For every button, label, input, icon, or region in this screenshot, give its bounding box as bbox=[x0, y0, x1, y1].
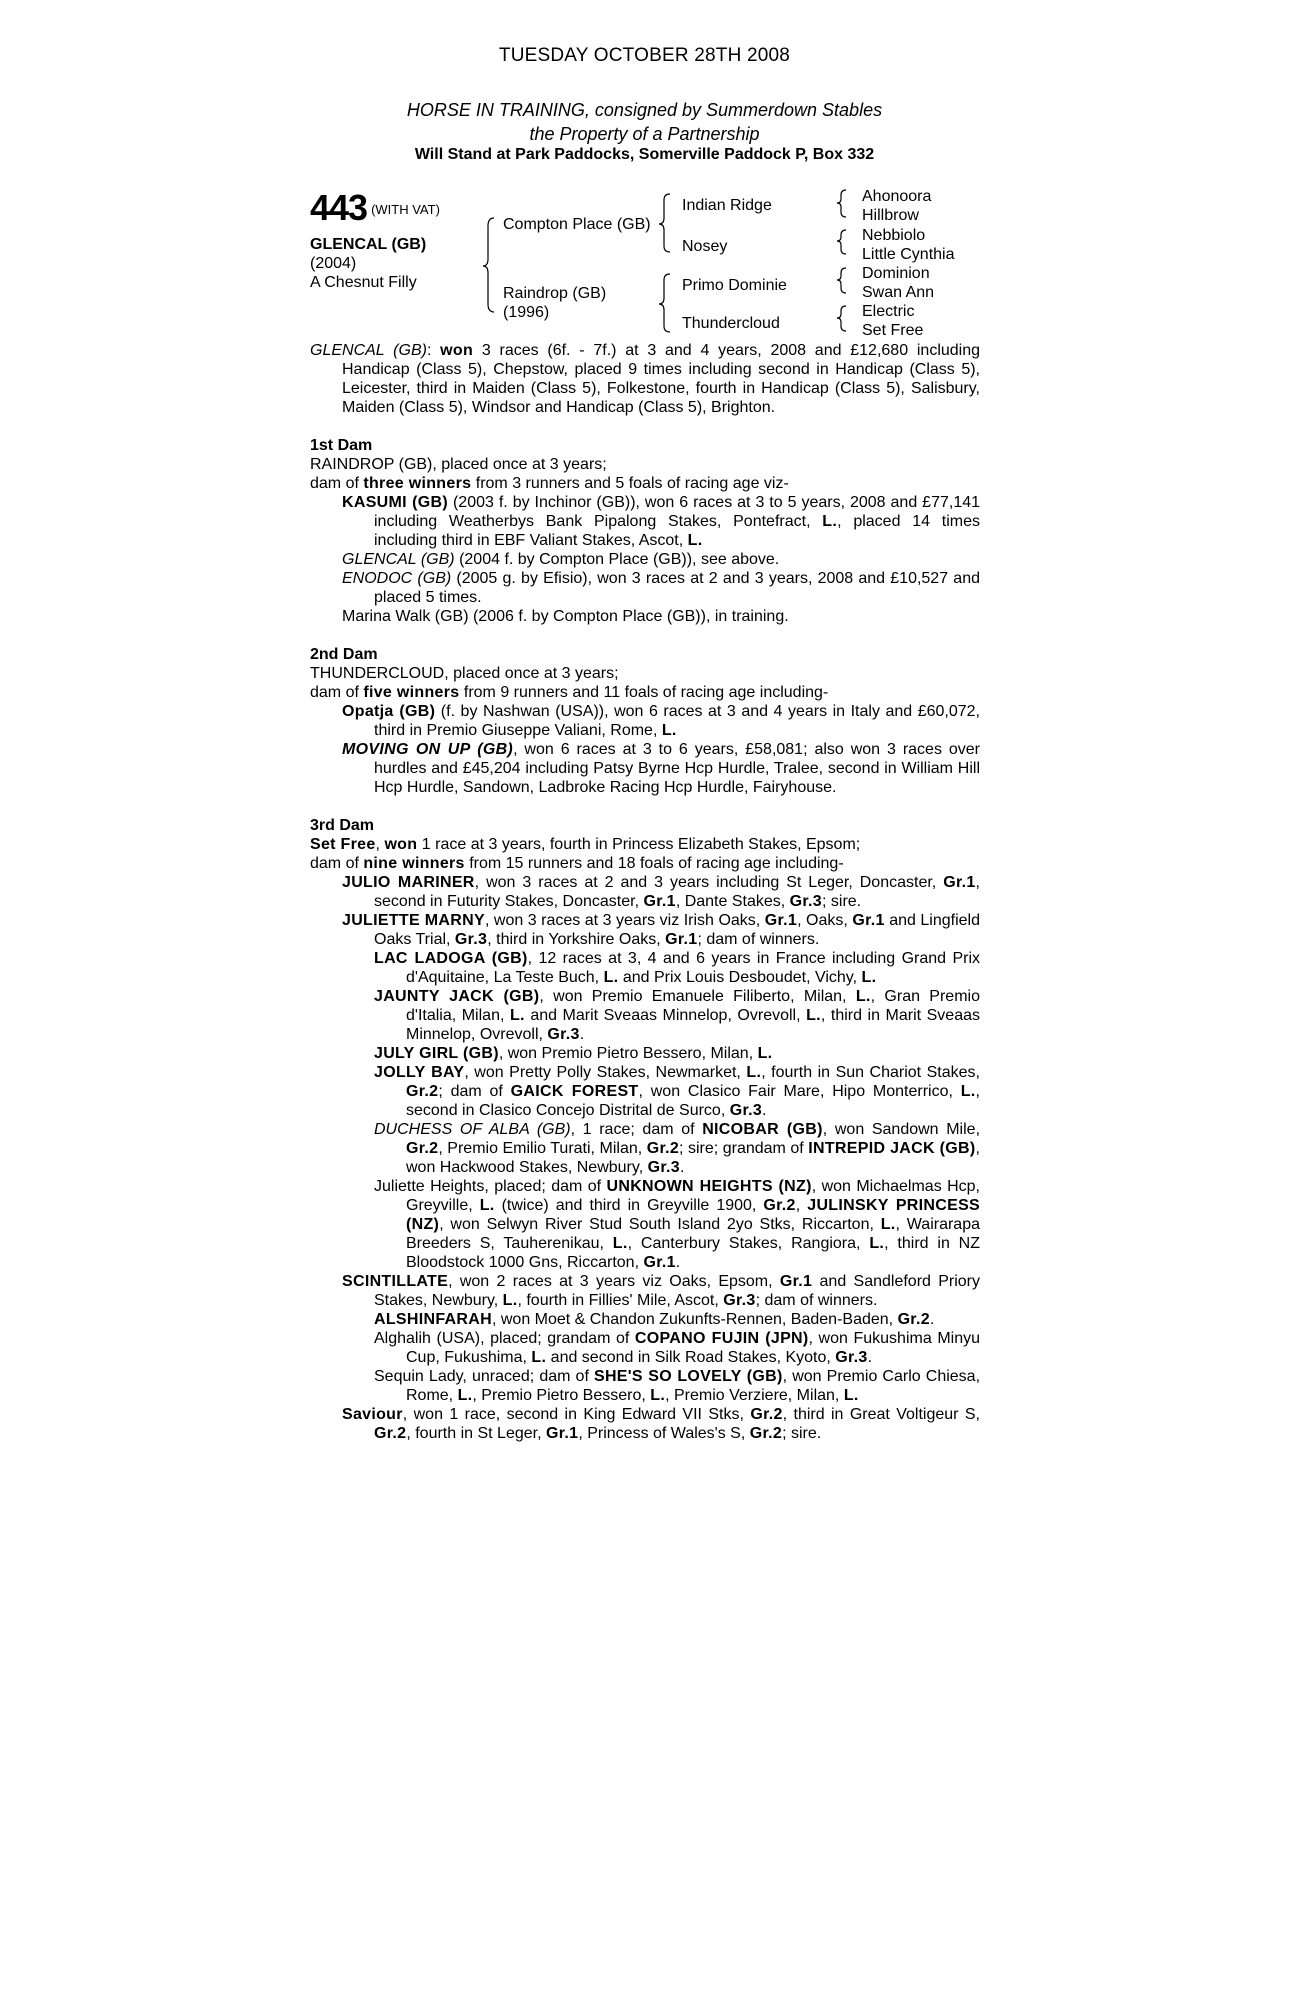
lot-header bbox=[0, 98, 1289, 164]
property-line: the Property of a Partnership bbox=[529, 124, 760, 144]
consignor-line: HORSE IN TRAINING, consigned by Summerdown Stables bbox=[406, 100, 883, 120]
dds: Electric bbox=[862, 303, 915, 320]
lot-block bbox=[310, 189, 460, 292]
ddd: Set Free bbox=[862, 322, 924, 339]
sdd: Little Cynthia bbox=[862, 246, 955, 263]
list-item: GLENCAL (GB) (2004 f. by Compton Place (GB)), see above. bbox=[342, 551, 780, 568]
ssd: Hillbrow bbox=[862, 207, 919, 224]
list-item: Juliette Heights, placed; dam of UNKNOWN HEIGHTS (NZ), won Michaelmas Hcp, Greyville, L. (twice) and third in Greyville 1900, Gr.2, JULINSKY PRINCESS (NZ), won Selwyn River Stud South Island 2yo Stks, Riccarton, L., Wairarapa Breeders S, Tauherenikau, L., Canterbury Stakes, Rangiora, L., third in NZ Bloodstock 1000 Gns, Riccarton, Gr.1. bbox=[374, 1178, 981, 1271]
third-dam-line: Set Free, won 1 race at 3 years, fourth in Princess Elizabeth Stakes, Epsom; bbox=[310, 836, 861, 853]
third-dam-heading: 3rd Dam bbox=[310, 817, 375, 834]
vat-label: (WITH VAT) bbox=[371, 202, 440, 217]
first-dam-heading: 1st Dam bbox=[310, 437, 373, 454]
list-item: Marina Walk (GB) (2006 f. by Compton Place (GB)), in training. bbox=[342, 608, 789, 625]
list-item: KASUMI (GB) (2003 f. by Inchinor (GB)), won 6 races at 3 to 5 years, 2008 and £77,141 including Weatherbys Bank Pipalong Stakes, Pontefract, L., placed 14 times including third in EBF Valiant Stakes, Ascot, L. bbox=[342, 494, 981, 549]
list-item: JAUNTY JACK (GB), won Premio Emanuele Filiberto, Milan, L., Gran Premio d'Italia, Milan, L. and Marit Sveaas Minnelop, Ovrevoll, L., third in Marit Sveaas Minnelop, Ovrevoll, Gr.3. bbox=[374, 988, 980, 1043]
horse-description: A Chesnut Filly bbox=[310, 274, 417, 291]
sire-dam: Nosey bbox=[682, 238, 728, 255]
dam: Raindrop (GB) bbox=[503, 285, 607, 302]
list-item: ALSHINFARAH, won Moet & Chandon Zukunfts-Rennen, Baden-Baden, Gr.2. bbox=[374, 1311, 935, 1328]
third-dam-produce: dam of nine winners from 15 runners and 18 foals of racing age including- bbox=[310, 855, 844, 872]
list-item: JULIO MARINER, won 3 races at 2 and 3 years including St Leger, Doncaster, Gr.1, second in Futurity Stakes, Doncaster, Gr.1, Dante Stakes, Gr.3; sire. bbox=[342, 874, 980, 910]
first-dam-produce: dam of three winners from 3 runners and 5 foals of racing age viz- bbox=[310, 475, 789, 492]
list-item: Saviour, won 1 race, second in King Edward VII Stks, Gr.2, third in Great Voltigeur S, Gr.2, fourth in St Leger, Gr.1, Princess of Wales's S, Gr.2; sire. bbox=[342, 1406, 980, 1442]
dam-year: (1996) bbox=[503, 304, 550, 321]
dam-dam: Thundercloud bbox=[682, 315, 780, 332]
sss: Ahonoora bbox=[862, 188, 932, 205]
second-dam-line: THUNDERCLOUD, placed once at 3 years; bbox=[310, 665, 619, 682]
dss: Dominion bbox=[862, 265, 930, 282]
sale-date: TUESDAY OCTOBER 28TH 2008 bbox=[498, 45, 791, 66]
list-item: JULIETTE MARNY, won 3 races at 3 years viz Irish Oaks, Gr.1, Oaks, Gr.1 and Lingfield Oaks Trial, Gr.3, third in Yorkshire Oaks, Gr.1; dam of winners. bbox=[342, 912, 981, 948]
list-item: MOVING ON UP (GB), won 6 races at 3 to 6 years, £58,081; also won 3 races over hurdles and £45,204 including Patsy Byrne Hcp Hurdle, Tralee, second in William Hill Hcp Hurdle, Sandown, Ladbroke Racing Hcp Hurdle, Fairyhouse. bbox=[342, 741, 980, 796]
dsd: Swan Ann bbox=[862, 284, 935, 301]
list-item: DUCHESS OF ALBA (GB), 1 race; dam of NICOBAR (GB), won Sandown Mile, Gr.2, Premio Emilio Turati, Milan, Gr.2; sire; grandam of INTREPID JACK (GB), won Hackwood Stakes, Newbury, Gr.3. bbox=[374, 1121, 981, 1176]
first-dam-line: RAINDROP (GB), placed once at 3 years; bbox=[310, 456, 607, 473]
list-item: Opatja (GB) (f. by Nashwan (USA)), won 6 races at 3 and 4 years in Italy and £60,072, third in Premio Giuseppe Valiani, Rome, L. bbox=[342, 703, 980, 739]
lot-number: 443 (WITH VAT) bbox=[310, 187, 440, 228]
stand-line: Will Stand at Park Paddocks, Somerville Paddock P, Box 332 bbox=[414, 146, 875, 163]
catalogue-body bbox=[310, 341, 980, 1443]
horse-record: GLENCAL (GB): won 3 races (6f. - 7f.) at 3 and 4 years, 2008 and £12,680 including Handicap (Class 5), Chepstow, placed 9 times including second in Handicap (Class 5), Leicester, third in Maiden (Class 5), Folkestone, fourth in Handicap (Class 5), Salisbury, Maiden (Class 5), Windsor and Handicap (Class 5), Brighton. bbox=[310, 342, 981, 416]
dam-sire: Primo Dominie bbox=[682, 277, 787, 294]
list-item: SCINTILLATE, won 2 races at 3 years viz Oaks, Epsom, Gr.1 and Sandleford Priory Stakes, Newbury, L., fourth in Fillies' Mile, Ascot, Gr.3; dam of winners. bbox=[342, 1273, 981, 1309]
sire: Compton Place (GB) bbox=[503, 216, 651, 233]
list-item: Sequin Lady, unraced; dam of SHE'S SO LOVELY (GB), won Premio Carlo Chiesa, Rome, L., Premio Pietro Bessero, L., Premio Verziere, Milan, L. bbox=[374, 1368, 981, 1404]
second-dam-heading: 2nd Dam bbox=[310, 646, 378, 663]
list-item: LAC LADOGA (GB), 12 races at 3, 4 and 6 years in France including Grand Prix d'Aquitaine, La Teste Buch, L. and Prix Louis Desboudet, Vichy, L. bbox=[374, 950, 980, 986]
list-item: ENODOC (GB) (2005 g. by Efisio), won 3 races at 2 and 3 years, 2008 and £10,527 and placed 5 times. bbox=[342, 570, 980, 606]
sire-sire: Indian Ridge bbox=[682, 197, 772, 214]
sds: Nebbiolo bbox=[862, 227, 926, 244]
list-item: JULY GIRL (GB), won Premio Pietro Bessero, Milan, L. bbox=[374, 1045, 773, 1062]
horse-year: (2004) bbox=[310, 255, 357, 272]
second-dam-produce: dam of five winners from 9 runners and 11 foals of racing age including- bbox=[310, 684, 829, 701]
list-item: Alghalih (USA), placed; grandam of COPANO FUJIN (JPN), won Fukushima Minyu Cup, Fukushima, L. and second in Silk Road Stakes, Kyoto, Gr.3. bbox=[374, 1330, 980, 1366]
horse-name: GLENCAL (GB) bbox=[310, 236, 427, 253]
list-item: JOLLY BAY, won Pretty Polly Stakes, Newmarket, L., fourth in Sun Chariot Stakes, Gr.2; dam of GAICK FOREST, won Clasico Fair Mare, Hipo Monterrico, L., second in Clasico Concejo Distrital de Surco, Gr.3. bbox=[374, 1064, 980, 1119]
